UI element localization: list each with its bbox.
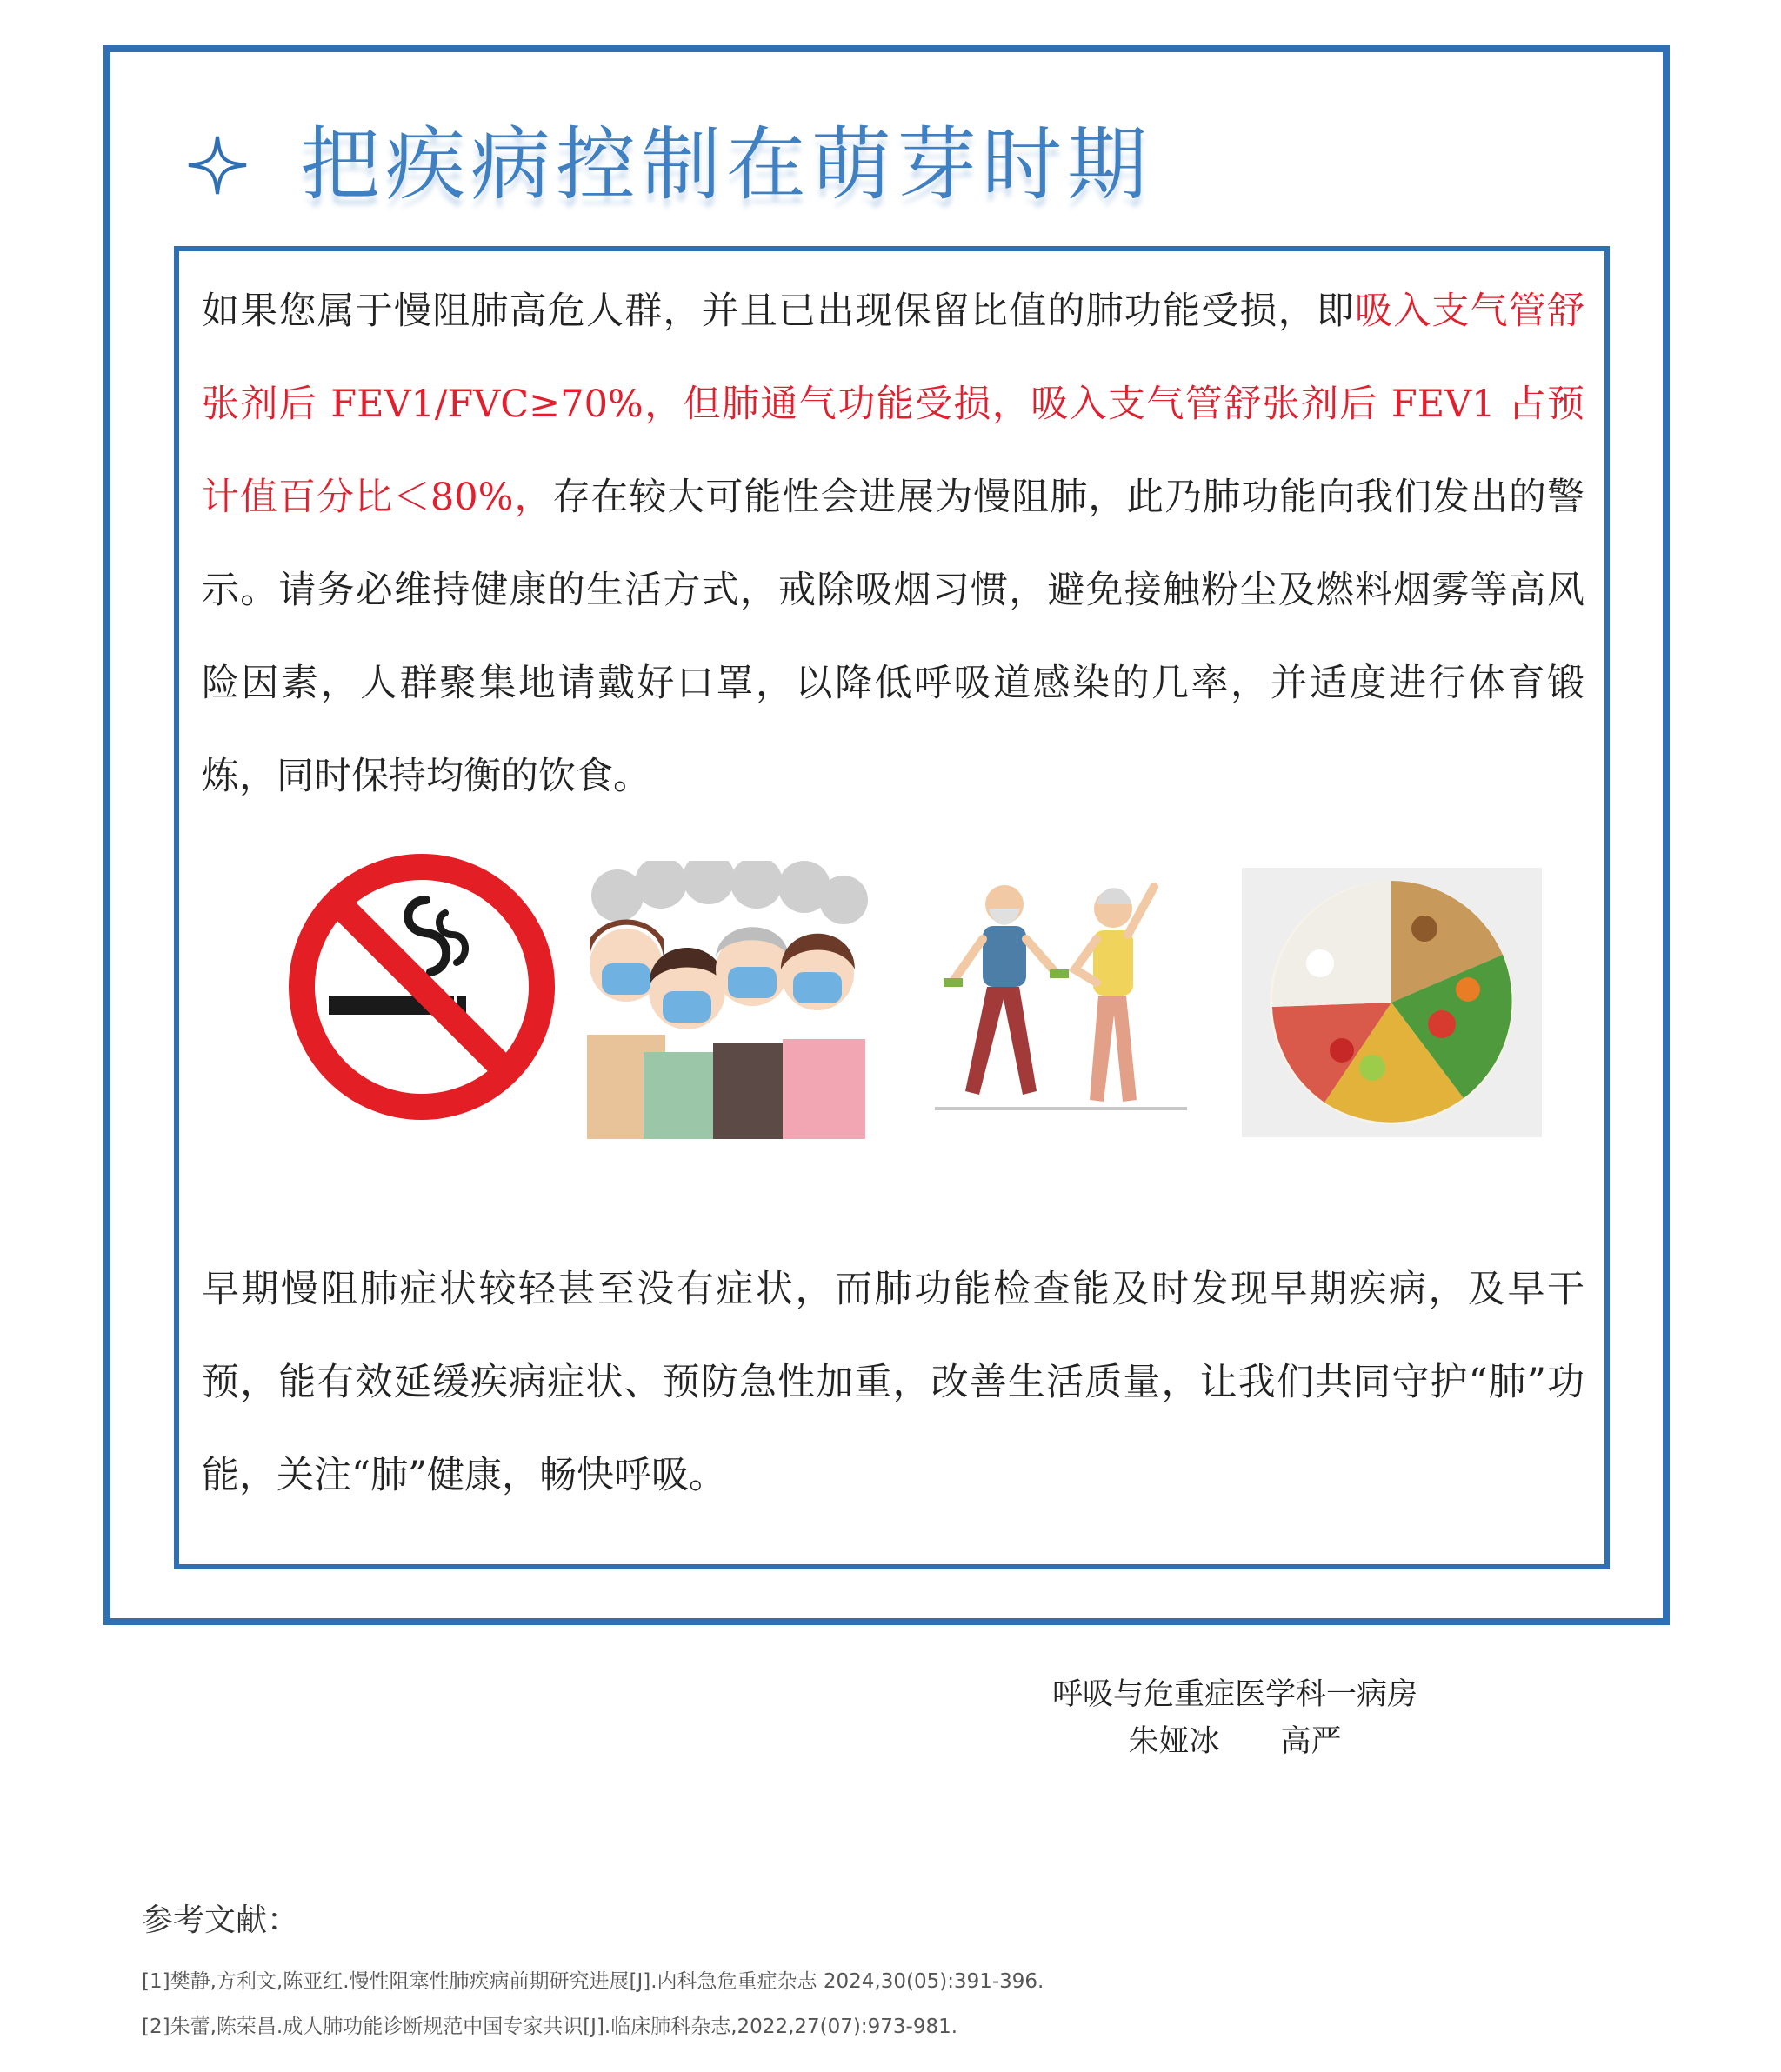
signature — [991, 1671, 1478, 1765]
masked-crowd-illustration — [583, 861, 870, 1139]
paragraph-warning — [202, 265, 1584, 823]
balanced-diet-photo — [1242, 868, 1542, 1137]
reference-item: [1]樊静,方利文,陈亚红.慢性阻塞性肺疾病前期研究进展[J].内科急危重症杂志 2024,30(05):391-396. — [142, 1970, 1044, 1993]
paragraph-text: 存在较大可能性会进展为慢阻肺，此乃肺功能向我们发出的警示。请务必维持健康的生活方式，戒除吸烟习惯，避免接触粉尘及燃料烟雾等高风险因素，人群聚集地请戴好口罩，以降低呼吸道感染的几率，并适度进行体育锻炼，同时保持均衡的饮食。 — [202, 476, 1584, 798]
reference-item: [2]朱蕾,陈荣昌.成人肺功能诊断规范中国专家共识[J].临床肺科杂志,2022,27(07):973-981. — [142, 2015, 958, 2038]
references — [142, 1895, 1620, 2049]
author-name: 朱娅冰 — [1128, 1724, 1220, 1759]
title-row — [187, 109, 1152, 222]
author-name: 高严 — [1280, 1724, 1342, 1759]
paragraph-advice: 早期慢阻肺症状较轻甚至没有症状，而肺功能检查能及时发现早期疾病，及早干预，能有效延缓疾病症状、预防急性加重，改善生活质量，让我们共同守护“肺”功能，关注“肺”健康，畅快呼吸。 — [202, 1268, 1584, 1497]
highlight-text: 吸入支气管舒张剂后 FEV1/FVC≥70%，但肺通气功能受损，吸入支气管舒张剂后 FEV1 占预计值百分比＜80%， — [202, 290, 1584, 519]
elderly-exercise-illustration — [935, 869, 1187, 1117]
no-smoking-icon — [287, 852, 557, 1122]
page-title: 把疾病控制在萌芽时期 — [300, 118, 1153, 211]
department-name: 呼吸与危重症医学科一病房 — [1051, 1677, 1417, 1712]
paragraph-text: 如果您属于慢阻肺高危人群，并且已出现保留比值的肺功能受损，即 — [202, 290, 1355, 333]
four-point-star-icon — [187, 135, 248, 196]
author-names — [991, 1718, 1478, 1765]
references-heading: 参考文献： — [142, 1902, 299, 1938]
